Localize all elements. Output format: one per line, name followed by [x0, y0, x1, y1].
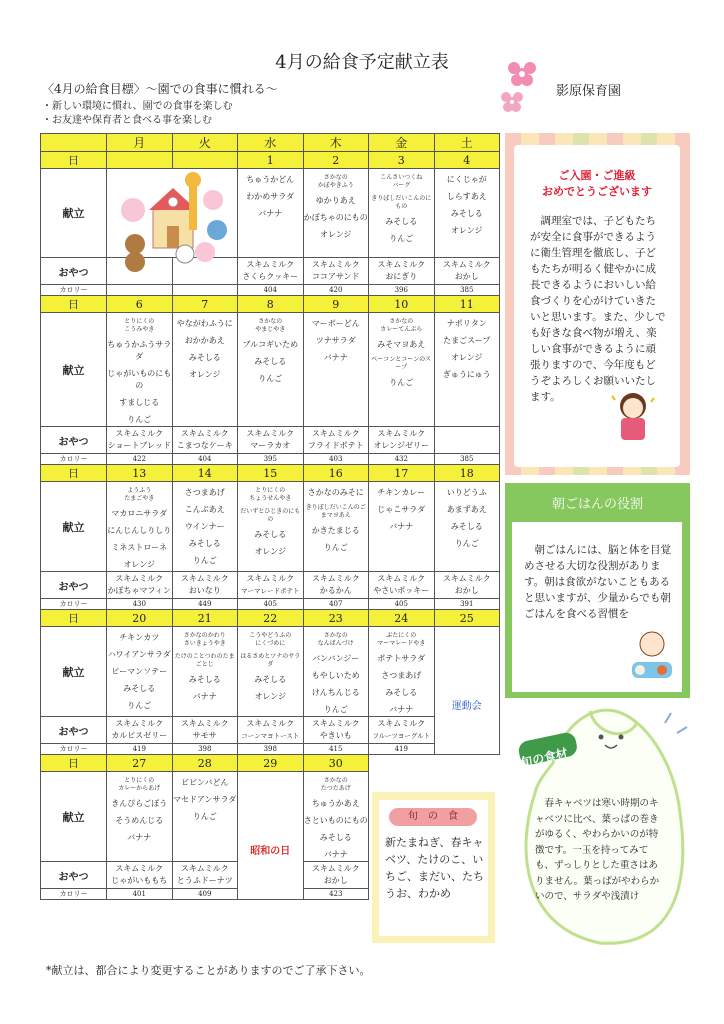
menu-label: 献立 [41, 313, 107, 427]
calorie-cell: 398 [172, 744, 238, 755]
dish-item: りんご [323, 543, 348, 552]
snack-item: ショートブレッド [107, 441, 171, 450]
snack-cell [238, 258, 304, 285]
menu-cell [303, 772, 369, 862]
calorie-cell: 403 [303, 454, 369, 465]
dish-item: バナナ [192, 692, 217, 701]
corner-cell [41, 134, 107, 152]
date-cell: 8 [238, 296, 304, 313]
menu-cell [369, 627, 435, 717]
dish-item: りんご [389, 234, 414, 243]
dish-item: みそしる [385, 688, 418, 697]
boy-eating-icon [626, 626, 676, 684]
date-cell: 22 [238, 610, 304, 627]
snack-label: おやつ [41, 572, 107, 599]
date-cell: 23 [303, 610, 369, 627]
dish-item: りんご [323, 705, 348, 714]
dish-item: みそしる [254, 675, 287, 684]
dish-item: さつまあげ [184, 488, 225, 497]
dish-item: きりぼしだいこんのごまマヨあえ [305, 504, 366, 519]
welcome-body: 調理室では、子どもたちが安全に食事ができるように衛生管理を徹底し、子どもたちが明るく健やかに成長できるようにおいしい給食づくりを心がけていきたいと思います。また、少しでも好きな食べ物が増え、楽しい食事ができるように頑張りますので、今年度もどうぞよろしくお願いいたします。 [530, 215, 666, 403]
dish-item: ぎゅうにゅう [442, 370, 491, 379]
dish-item: さつまあげ [381, 671, 422, 680]
menu-cell [303, 482, 369, 572]
snack-label: おやつ [41, 862, 107, 889]
dish-item: ようふう たまごやき [124, 487, 155, 502]
calorie-label: カロリー [41, 454, 107, 465]
dish-item: さといものにもの [303, 816, 368, 825]
calorie-cell: 391 [434, 599, 500, 610]
dish-item: オレンジ [188, 370, 221, 379]
snack-cell [172, 572, 238, 599]
page-title: 4月の給食予定献立表 [275, 52, 449, 73]
snack-item: さくらクッキー [242, 272, 299, 281]
dish-item: きりぼしだいこんのにもの [371, 195, 432, 210]
snack-item: スキムミルク [115, 574, 164, 583]
snack-item: フライドポテト [307, 441, 364, 450]
date-cell: 3 [369, 152, 435, 169]
holiday-label: 昭和の日 [250, 846, 291, 857]
date-cell: 29 [238, 755, 304, 772]
snack-item: おかし [454, 586, 479, 595]
date-cell: 1 [238, 152, 304, 169]
dish-item: みそしる [450, 522, 483, 531]
snack-item: おかし [454, 272, 479, 281]
menu-label: 献立 [41, 627, 107, 717]
dish-item: みそしる [319, 833, 352, 842]
dish-item: みそしる [450, 209, 483, 218]
calorie-cell: 385 [434, 285, 500, 296]
dish-item: こんさいつくね バーグ [380, 174, 423, 189]
snack-item: マーラカオ [250, 441, 291, 450]
dish-item: ハワイアンサラダ [107, 650, 171, 659]
date-cell: 28 [172, 755, 238, 772]
breakfast-body: 朝ごはんには、脳と体を目覚めさせる大切な役割があります。朝は食欲がないこともあると思いますが、少量からでも朝ごはんを食べる習慣を [524, 544, 671, 620]
dish-item: みそしる [188, 675, 221, 684]
snack-item: フルーツヨーグルト [372, 732, 431, 740]
monthly-goal: 〈4月の給食目標〉～園での食事に慣れる～ [42, 82, 278, 96]
menu-label: 献立 [41, 482, 107, 572]
snack-item: おいなり [188, 586, 221, 595]
snack-item: かぼちゃマフィン [107, 586, 171, 595]
snack-item: スキムミルク [115, 864, 164, 873]
dish-item: とりにくの こうみやき [124, 318, 155, 333]
calorie-cell: 396 [369, 285, 435, 296]
dish-item: そうめんじる [115, 816, 164, 825]
date-cell: 24 [369, 610, 435, 627]
snack-item: やきいも [319, 731, 352, 740]
snack-label: おやつ [41, 717, 107, 744]
dish-item: バナナ [323, 353, 348, 362]
welcome-title-line-1: ご入園・ご進級 [558, 169, 636, 182]
dish-item: オレンジ [123, 560, 156, 569]
dish-item: バナナ [323, 850, 348, 859]
calorie-label: カロリー [41, 599, 107, 610]
welcome-title-line-2: おめでとうございます [542, 185, 652, 198]
calorie-cell: 395 [238, 454, 304, 465]
calorie-cell: 423 [303, 889, 369, 900]
snack-item: スキムミルク [377, 574, 426, 583]
snack-cell [238, 427, 304, 454]
menu-cell [434, 482, 500, 572]
snack-cell [369, 258, 435, 285]
snack-cell [172, 862, 238, 889]
dish-item: さかなのかわり さいきょうやき [183, 632, 226, 647]
calorie-cell: 401 [107, 889, 173, 900]
calorie-cell: 420 [303, 285, 369, 296]
day-label: 日 [41, 152, 107, 169]
dish-item: オレンジ [450, 353, 483, 362]
snack-cell [434, 258, 500, 285]
snack-item: スキムミルク [311, 429, 360, 438]
goal-point-2: ・お友達や保育者と食べる事を楽しむ [42, 115, 212, 126]
dish-item: りんご [127, 701, 152, 710]
calorie-label: カロリー [41, 744, 107, 755]
dish-item: みそしる [188, 353, 221, 362]
menu-cell [434, 169, 500, 258]
snack-cell [238, 717, 304, 744]
calorie-cell: 419 [369, 744, 435, 755]
seasonal-foods-heading: 旬 の 食 [389, 808, 477, 826]
snack-cell [238, 572, 304, 599]
dish-item: こんぶあえ [184, 505, 225, 514]
snack-item: こまつなケーキ [176, 441, 233, 450]
snack-item: スキムミルク [377, 719, 426, 728]
snack-cell [303, 427, 369, 454]
snack-item: スキムミルク [180, 864, 229, 873]
dish-item: はるさめとツナのサラダ [240, 653, 301, 668]
snack-cell [303, 572, 369, 599]
dish-item: さかなの なんばんづけ [317, 632, 354, 647]
date-cell: 6 [107, 296, 173, 313]
date-cell: 15 [238, 465, 304, 482]
snack-cell [369, 427, 435, 454]
snack-cell [107, 572, 173, 599]
menu-cell [434, 627, 500, 755]
snack-cell [434, 572, 500, 599]
snack-cell [172, 717, 238, 744]
menu-cell [303, 313, 369, 427]
menu-cell [107, 482, 173, 572]
dish-item: みそしる [254, 357, 287, 366]
day-label: 日 [41, 465, 107, 482]
dish-item: バンバンジー [312, 654, 360, 663]
dish-item: とりにくの カレーからあげ [118, 777, 161, 792]
weekday-wed: 水 [238, 134, 304, 152]
seasonal-foods-list: 新たまねぎ、春キャベツ、たけのこ、いちご、まだい、たちうお、わかめ [385, 836, 484, 900]
dish-item: にくじゃが [446, 175, 487, 184]
dish-item: じゃこサラダ [377, 505, 426, 514]
menu-label: 献立 [41, 169, 107, 258]
menu-cell [107, 772, 173, 862]
snack-cell [369, 717, 435, 744]
flower-decoration-icon [490, 60, 540, 116]
dish-item: オレンジ [450, 226, 483, 235]
dish-item: りんご [127, 415, 152, 424]
calorie-cell: 449 [172, 599, 238, 610]
dish-item: けんちんじる [311, 688, 360, 697]
day-label: 日 [41, 610, 107, 627]
dish-item: りんご [192, 812, 217, 821]
snack-cell [107, 717, 173, 744]
dish-item: たまごスープ [443, 336, 491, 345]
date-cell: 18 [434, 465, 500, 482]
dish-item: りんご [454, 539, 479, 548]
snack-cell [107, 862, 173, 889]
snack-item: スキムミルク [180, 719, 229, 728]
snack-item: オレンジゼリー [373, 441, 430, 450]
snack-item: スキムミルク [246, 574, 295, 583]
menu-cell [434, 313, 500, 427]
weekday-sat: 土 [434, 134, 500, 152]
snack-item: やさいポッキー [373, 586, 430, 595]
dish-item: あまずあえ [446, 505, 487, 514]
dish-item: ウインナー [184, 522, 225, 531]
menu-cell [172, 772, 238, 862]
dish-item: こうやどうふの にくづめに [249, 632, 292, 647]
date-cell: 21 [172, 610, 238, 627]
dish-item: ベーコンとコーンのスープ [371, 356, 432, 371]
goal-point-1: ・新しい環境に慣れ、園での食事を楽しむ [42, 101, 233, 112]
snack-item: スキムミルク [115, 719, 164, 728]
date-cell [172, 152, 238, 169]
menu-cell [369, 169, 435, 258]
dish-item: マセドアンサラダ [173, 795, 237, 804]
date-cell: 9 [303, 296, 369, 313]
snack-item: スキムミルク [377, 260, 426, 269]
calorie-cell: 407 [303, 599, 369, 610]
snack-item: スキムミルク [311, 574, 360, 583]
dish-item: さかなのみそに [307, 488, 364, 497]
date-cell: 20 [107, 610, 173, 627]
snack-item: サモサ [192, 731, 217, 740]
calorie-cell: 405 [369, 599, 435, 610]
dish-item: オレンジ [319, 230, 352, 239]
snack-cell [172, 427, 238, 454]
dish-item: さかなの カレーてんぷら [380, 318, 423, 333]
date-cell [107, 152, 173, 169]
dish-item: しらすあえ [446, 192, 487, 201]
breakfast-title: 朝ごはんの役割 [551, 497, 643, 512]
date-cell: 17 [369, 465, 435, 482]
weekday-thu: 木 [303, 134, 369, 152]
dish-item: かきたまじる [311, 526, 360, 535]
calorie-cell: 398 [238, 744, 304, 755]
date-cell: 14 [172, 465, 238, 482]
menu-cell [107, 627, 173, 717]
nursery-name: 影原保育園 [556, 84, 622, 99]
dish-item: バナナ [389, 522, 414, 531]
menu-cell [172, 627, 238, 717]
dish-item: やながわふうに [176, 319, 233, 328]
snack-item: スキムミルク [442, 260, 491, 269]
day-label: 日 [41, 296, 107, 313]
menu-cell [238, 627, 304, 717]
calorie-cell: 385 [434, 454, 500, 465]
snack-cell [303, 862, 369, 889]
dish-item: ちゅうかあえ [311, 799, 360, 808]
menu-cell [303, 169, 369, 258]
dish-item: おかかあえ [184, 336, 225, 345]
dish-item: いりどうふ [446, 488, 487, 497]
seasonal-body: 春キャベツは寒い時期のキャベツに比べ、葉っぱの巻きがゆるく、やわらかいのが特徴です。一玉を持ってみても、ずっしりとした重さはありません。葉っぱがやわらかいので、サラダや浅漬け [535, 798, 660, 902]
snack-item: おかし [323, 876, 348, 885]
menu-cell [238, 482, 304, 572]
dish-item: さかなの たつたあげ [320, 777, 351, 792]
dish-item: バナナ [389, 705, 414, 714]
dish-item: ちゅうかふうサラダ [107, 340, 172, 361]
event-label: 運動会 [451, 701, 482, 712]
snack-cell [303, 717, 369, 744]
dish-item: ビビンバどん [181, 778, 229, 787]
menu-label: 献立 [41, 772, 107, 862]
dish-item: じゃがいものにもの [107, 369, 172, 390]
calorie-cell [172, 285, 238, 296]
date-cell: 13 [107, 465, 173, 482]
dish-item: チキンカレー [377, 488, 426, 497]
snack-label: おやつ [41, 427, 107, 454]
snack-cell [107, 427, 173, 454]
weekday-fri: 金 [369, 134, 435, 152]
menu-cell [172, 313, 238, 427]
dish-item: りんご [389, 378, 414, 387]
snack-item: スキムミルク [246, 429, 295, 438]
menu-cell [107, 313, 173, 427]
menu-cell [369, 313, 435, 427]
snack-item: スキムミルク [115, 429, 164, 438]
snack-cell [434, 427, 500, 454]
calorie-cell: 404 [172, 454, 238, 465]
snack-item: スキムミルク [246, 719, 295, 728]
dish-item: りんご [258, 374, 283, 383]
dish-item: マーボーどん [311, 319, 360, 328]
dish-item: オレンジ [254, 547, 287, 556]
welcome-title [514, 168, 680, 200]
dish-item: ぶたにくの マーマレードやき [377, 632, 426, 647]
school-illustration-icon [113, 170, 233, 276]
snack-item: スキムミルク [180, 429, 229, 438]
dish-item: バナナ [127, 833, 152, 842]
snack-item: おにぎり [385, 272, 418, 281]
dish-item: とりにくの ちょうせんやき [249, 487, 292, 502]
calorie-cell: 419 [107, 744, 173, 755]
snack-item: スキムミルク [311, 864, 360, 873]
date-cell: 2 [303, 152, 369, 169]
dish-item: ツナサラダ [315, 336, 356, 345]
cook-girl-icon [606, 388, 660, 444]
dish-item: みそしる [385, 217, 418, 226]
dish-item: かぼちゃのにもの [303, 213, 368, 222]
snack-label: おやつ [41, 258, 107, 285]
date-cell: 7 [172, 296, 238, 313]
date-cell: 30 [303, 755, 369, 772]
snack-item: コーンマヨトースト [241, 732, 300, 740]
menu-cell [238, 169, 304, 258]
date-cell: 11 [434, 296, 500, 313]
dish-item: さかなの かぼやきふう [317, 174, 354, 189]
dish-item: ミネストローネ [111, 543, 168, 552]
snack-item: マーマレードポテト [241, 587, 300, 595]
dish-item: みそしる [123, 684, 156, 693]
menu-cell [238, 313, 304, 427]
dish-item: わかめサラダ [246, 192, 295, 201]
snack-item: カルピスゼリー [111, 731, 168, 740]
menu-cell [238, 772, 304, 900]
dish-item: みそしる [254, 530, 287, 539]
date-cell: 4 [434, 152, 500, 169]
dish-item: バナナ [258, 209, 283, 218]
menu-cell [172, 482, 238, 572]
dish-item: きんぴらごぼう [111, 799, 168, 808]
calorie-cell: 432 [369, 454, 435, 465]
date-cell: 10 [369, 296, 435, 313]
footer-note: *献立は、都合により変更することがありますのでご了承下さい。 [46, 964, 371, 977]
dish-item: すましじる [119, 398, 160, 407]
calorie-cell [107, 285, 173, 296]
snack-item: スキムミルク [377, 429, 426, 438]
menu-cell [303, 627, 369, 717]
calorie-cell: 404 [238, 285, 304, 296]
dish-item: ちゅうかどん [246, 175, 295, 184]
snack-item: スキムミルク [442, 574, 491, 583]
date-cell: 25 [434, 610, 500, 627]
dish-item: ピーマンソテー [111, 667, 168, 676]
dish-item: ゆかりあえ [315, 196, 356, 205]
dish-item: ナポリタン [446, 319, 487, 328]
snack-item: じゃがいももち [111, 876, 168, 885]
calorie-cell: 415 [303, 744, 369, 755]
dish-item: だいずとひじきのにもの [240, 508, 301, 523]
weekday-tue: 火 [172, 134, 238, 152]
dish-item: オレンジ [254, 692, 287, 701]
seasonal-badge: 旬の食材 [519, 746, 570, 770]
menu-table [40, 133, 500, 900]
calorie-cell: 405 [238, 599, 304, 610]
calorie-label: カロリー [41, 889, 107, 900]
day-label: 日 [41, 755, 107, 772]
dish-item: ポテトサラダ [377, 654, 426, 663]
calorie-cell: 430 [107, 599, 173, 610]
dish-item: マカロニサラダ [111, 509, 168, 518]
date-cell: 27 [107, 755, 173, 772]
snack-item: スキムミルク [246, 260, 295, 269]
calorie-cell: 409 [172, 889, 238, 900]
snack-item: とうふドーナツ [176, 876, 233, 885]
snack-item: かるかん [319, 586, 352, 595]
dish-item: チキンカツ [119, 633, 160, 642]
snack-item: スキムミルク [311, 719, 360, 728]
date-cell: 16 [303, 465, 369, 482]
dish-item: さかなの やまじやき [255, 318, 286, 333]
dish-item: みそマヨあえ [377, 340, 426, 349]
dish-item: たけのことつわのたまごとじ [174, 653, 235, 668]
calorie-label: カロリー [41, 285, 107, 296]
snack-cell [369, 572, 435, 599]
dish-item: ブルコギいため [242, 340, 299, 349]
dish-item: みそしる [188, 539, 221, 548]
dish-item: にんじんしりしり [107, 526, 172, 535]
menu-cell [369, 482, 435, 572]
snack-item: ココアサンド [311, 272, 360, 281]
snack-cell [303, 258, 369, 285]
snack-item: スキムミルク [180, 574, 229, 583]
snack-item: スキムミルク [311, 260, 360, 269]
calorie-cell: 422 [107, 454, 173, 465]
dish-item: もやしいため [311, 671, 360, 680]
dish-item: りんご [192, 556, 217, 565]
weekday-mon: 月 [107, 134, 173, 152]
